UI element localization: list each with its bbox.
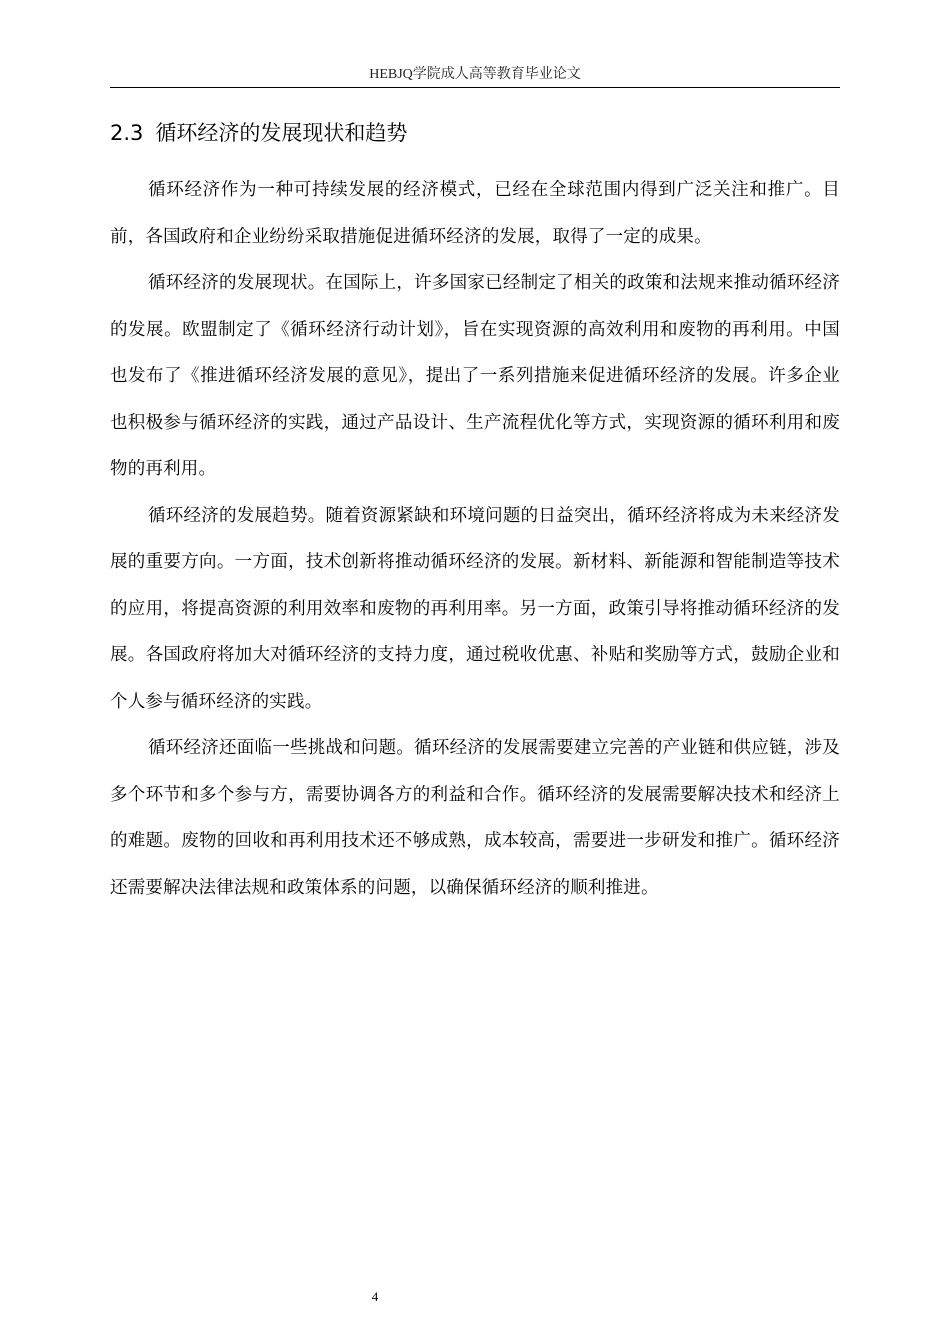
paragraph-intro: 循环经济作为一种可持续发展的经济模式，已经在全球范围内得到广泛关注和推广。目前，各国政府和企业纷纷采取措施促进循环经济的发展，取得了一定的成果。 xyxy=(110,180,840,247)
page-number: 4 xyxy=(371,1289,379,1304)
paragraph-challenges: 循环经济还面临一些挑战和问题。循环经济的发展需要建立完善的产业链和供应链，涉及多个环节和多个参与方，需要协调各方的利益和合作。循环经济的发展需要解决技术和经济上的难题。废物的回收和再利用技术还不够成熟，成本较高，需要进一步研发和推广。循环经济还需要解决法律法规和政策体系的问题，以确保循环经济的顺利推进。 xyxy=(110,738,840,898)
main-content xyxy=(110,113,840,911)
paragraph-current-status: 循环经济的发展现状。在国际上，许多国家已经制定了相关的政策和法规来推动循环经济的发展。欧盟制定了《循环经济行动计划》，旨在实现资源的高效利用和废物的再利用。中国也发布了《推进循环经济发展的意见》，提出了一系列措施来促进循环经济的发展。许多企业也积极参与循环经济的实践，通过产品设计、生产流程优化等方式，实现资源的循环利用和废物的再利用。 xyxy=(110,273,840,479)
section-number: 2.3 xyxy=(110,121,144,145)
section-heading xyxy=(110,113,840,153)
section-title: 循环经济的发展现状和趋势 xyxy=(155,121,408,145)
paragraph-trends: 循环经济的发展趋势。随着资源紧缺和环境问题的日益突出，循环经济将成为未来经济发展的重要方向。一方面，技术创新将推动循环经济的发展。新材料、新能源和智能制造等技术的应用，将提高资源的利用效率和废物的再利用率。另一方面，政策引导将推动循环经济的发展。各国政府将加大对循环经济的支持力度，通过税收优惠、补贴和奖励等方式，鼓励企业和个人参与循环经济的实践。 xyxy=(110,505,840,712)
page-header: HEBJQ学院成人高等教育毕业论文 xyxy=(110,65,840,88)
